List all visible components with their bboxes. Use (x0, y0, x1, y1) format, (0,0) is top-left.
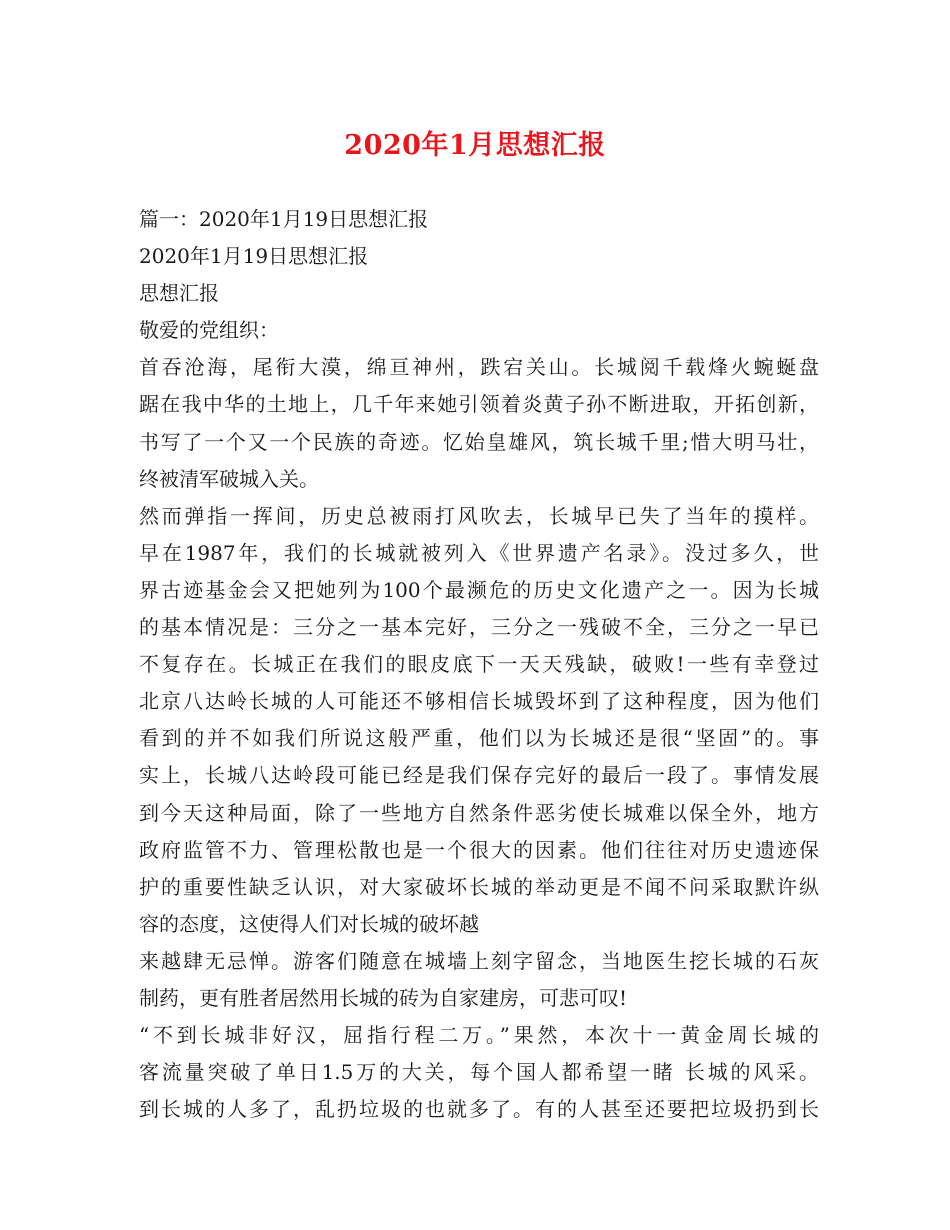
text-line: 早在1987年，我们的长城就被列入《世界遗产名录》。没过多久，世 (139, 540, 819, 565)
text-line: 客流量突破了单日1.5万的大关，每个国人都希望一睹 长城的风采。 (139, 1060, 819, 1085)
text-line: 篇一：2020年1月19日思想汇报 (139, 207, 429, 231)
text-line: 踞在我中华的土地上，几千年来她引领着炎黄子孙不断进取，开拓创新， (139, 392, 819, 417)
text-line: 实上，长城八达岭段可能已经是我们保存完好的最后一段了。事情发展 (139, 763, 819, 788)
text-line: 界古迹基金会又把她列为100个最濒危的历史文化遗产之一。因为长城 (139, 577, 819, 602)
text-line: 2020年1月19日思想汇报 (139, 244, 369, 269)
text-line: 制药，更有胜者居然用长城的砖为自家建房，可悲可叹! (139, 985, 628, 1010)
text-line: 看到的并不如我们所说这般严重，他们以为长城还是很“坚固”的。事 (139, 726, 819, 751)
text-line: 首吞沧海，尾衔大漠，绵亘神州，跌宕关山。长城阅千载烽火蜿蜒盘 (139, 355, 819, 380)
text-line: 然而弹指一挥间，历史总被雨打风吹去，长城早已失了当年的摸样。 (139, 503, 819, 528)
text-line: 北京八达岭长城的人可能还不够相信长城毁坏到了这种程度，因为他们 (139, 689, 819, 714)
document-title: 2020年1月思想汇报 (344, 130, 606, 161)
text-line: 的基本情况是：三分之一基本完好，三分之一残破不全，三分之一早已 (139, 615, 819, 640)
text-line: 护的重要性缺乏认识，对大家破坏长城的举动更是不闻不问采取默许纵 (139, 874, 819, 899)
text-line: 不复存在。长城正在我们的眼皮底下一天天残缺，破败!一些有幸登过 (139, 652, 819, 677)
text-line: 思想汇报 (139, 281, 219, 306)
text-line: 到今天这种局面，除了一些地方自然条件恶劣使长城难以保全外，地方 (139, 800, 819, 825)
text-line: 终被清军破城入关。 (139, 466, 319, 491)
text-line: “不到长城非好汉，屈指行程二万。”果然，本次十一黄金周长城的 (139, 1023, 819, 1048)
text-line: 书写了一个又一个民族的奇迹。忆始皇雄风，筑长城千里;惜大明马壮， (139, 429, 819, 454)
text-line: 政府监管不力、管理松散也是一个很大的因素。他们往往对历史遗迹保 (139, 837, 819, 862)
text-line: 敬爱的党组织： (139, 318, 279, 343)
text-line: 来越肆无忌惮。游客们随意在城墙上刻字留念，当地医生挖长城的石灰 (139, 948, 819, 973)
text-line: 容的态度，这使得人们对长城的破坏越 (139, 911, 479, 936)
text-line: 到长城的人多了，乱扔垃圾的也就多了。有的人甚至还要把垃圾扔到长 (139, 1097, 819, 1122)
document-body (139, 201, 819, 1128)
